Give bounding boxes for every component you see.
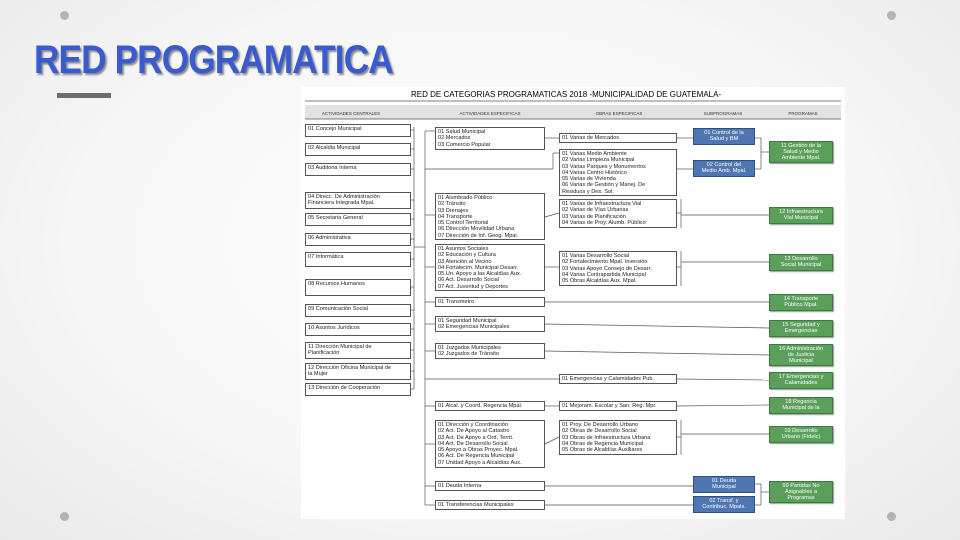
subprogram-box: 02 Control del Medio Amb. Mpal.	[693, 160, 755, 177]
central-box: 02 Alcaldia Municipal	[305, 143, 411, 156]
activity-box: 01 Alcal. y Coord. Regencia Mpal.	[435, 401, 545, 411]
slide-title: RED PROGRAMATICA	[34, 38, 393, 82]
activity-box: 01 Transmetro	[435, 297, 545, 307]
connector-line	[677, 405, 769, 406]
central-box: 12 Dirección Oficina Municipal de la Mujer	[305, 363, 411, 380]
program-box: 19 Desarrollo Urbano (Fidelc)	[769, 426, 833, 443]
central-box: 09 Comunicación Social	[305, 304, 411, 317]
diagram-caption: RED DE CATEGORIAS PROGRAMATICAS 2018 -MUNICIPALIDAD DE GUATEMALA-	[411, 90, 722, 99]
program-box: 18 Regencia Municipal de la	[769, 397, 833, 414]
central-box: 11 Dirección Municipal de Planificación	[305, 342, 411, 359]
program-network-diagram	[301, 87, 845, 519]
works-box: 01 Varias Medio Ambiente 02 Varias Limpieza Municipal 03 Varias Parques y Monumentos 04 Varias Centro Histórico 05 Varias de Vivienda 06 Varias de Gestión y Manej. De Residuos y Des. Sol.	[559, 149, 677, 196]
central-box: 10 Asuntos Jurídicos	[305, 323, 411, 336]
program-box: 16 Administración de Justicia Municipal	[769, 344, 833, 366]
connector-line	[677, 379, 769, 380]
works-box: 01 Emergencias y Calamidades Pub.	[559, 374, 677, 384]
central-box: 08 Recursos Humanos	[305, 279, 411, 296]
program-box: 11 Gestión de la Salud y Medio Ambiente Mpal.	[769, 141, 833, 163]
activity-box: 01 Alumbrado Público 02 Tránsito 03 Drenajes 04 Transporte 05 Control Territorial 06 Dirección Movilidad Urbana 07 Dirección de Inf. Geog. Mpal.	[435, 193, 545, 240]
central-box: 07 Informática	[305, 252, 411, 267]
program-box: 14 Transporte Público Mpal.	[769, 294, 833, 311]
activity-box: 01 Transferencias Municipales	[435, 500, 545, 510]
subprogram-box: 01 Deuda Municipal	[693, 476, 755, 493]
central-box: 03 Auditoria Interna	[305, 163, 411, 176]
program-box: 13 Desarrollo Social Municipal	[769, 254, 833, 271]
header-subprograms: SUBPROGRAMAS	[703, 111, 743, 116]
program-box: 12 Infraestructura Vial Municipal	[769, 207, 833, 224]
activity-box: 01 Seguridad Municipal 02 Emergencias Municipales	[435, 316, 545, 332]
connector-line	[545, 324, 769, 328]
activity-box: 01 Juzgados Municipales 02 Juzgados de Tránsito	[435, 343, 545, 359]
central-box: 06 Administrativa	[305, 233, 411, 246]
central-box: 05 Secretaria General	[305, 213, 411, 226]
central-box: 01 Concejo Municipal	[305, 124, 411, 137]
header-programs: PROGRAMAS	[788, 111, 818, 116]
connector-line	[545, 437, 559, 444]
works-box: 01 Varias Desarrollo Social 02 Fortalecimiento Mpal. Inversión 03 Varias Apoyo Consejo de Desarr. 04 Varias Contrapartida Municipal 05 Obras Alcaldías Aux. Mpal.	[559, 251, 677, 286]
slide-dot-top-right	[887, 11, 896, 20]
header-activities: ACTIVIDADES ESPECIFICAS	[459, 111, 521, 116]
central-box: 13 Dirección de Cooperación	[305, 383, 411, 396]
connector-line	[545, 351, 769, 355]
program-box: 99 Partidas No Asignables a Programas	[769, 481, 833, 503]
slide-dot-top-left	[60, 11, 69, 20]
activity-box: 01 Asuntos Sociales 02 Educación y Cultura 03 Atención al Vecino 04 Fortalecim. Municipal Desarr. 05 Un. Apoyo a las Alcaldías Aux. 06 Act. Desarrollo Social 07 Act. Juventud y Deportes	[435, 244, 545, 291]
works-box: 01 Mejoram. Escolar y San. Reg. Mpr.	[559, 401, 677, 411]
program-box: 15 Seguridad y Emergencias	[769, 320, 833, 337]
program-box: 17 Emergencias y Calamidades	[769, 372, 833, 389]
connector-line	[545, 213, 559, 217]
slide-dot-bottom-right	[887, 512, 896, 521]
central-box: 04 Direcc. De Administración Financiera Integrada Mpal.	[305, 192, 411, 209]
header-central: ACTIVIDADES CENTRALES	[321, 111, 381, 116]
works-box: 01 Varias de Infraestructura Vial 02 Varias de Vías Urbanas 03 Varias de Planificación 04 Varias de Proy. Alumb. Público	[559, 199, 677, 228]
activity-box: 01 Dirección y Coordinación 02 Act. De Apoyo al Catastro 03 Act. De Apoyo a Ord. Territ. 04 Act. De Desarrollo Social 05 Apoyo a Obras Proyec. Mpal. 06 Act. De Regencia Municipal 07 Unidad Apoyo a Alcaldías Aux.	[435, 420, 545, 468]
slide-dot-bottom-left	[60, 512, 69, 521]
subprogram-box: 01 Control de la Salud y BM	[693, 128, 755, 145]
activity-box: 01 Salud Municipal 02 Mercados 03 Comercio Popular	[435, 127, 545, 150]
title-underline	[57, 93, 111, 98]
works-box: 01 Proy. De Desarrollo Urbano 02 Obras de Desarrollo Social 03 Obras de Infraestructura Urbana 04 Obras de Regencia Municipal 05 Obras de Alcaldías Auxiliares	[559, 420, 677, 455]
activity-box: 01 Deuda Interna	[435, 481, 545, 491]
works-box: 01 Varias de Mercados	[559, 133, 677, 143]
subprogram-box: 02 Transf. y Contribuc. Mpals.	[693, 496, 755, 513]
header-works: OBRAS ESPECIFICAS	[595, 111, 643, 116]
